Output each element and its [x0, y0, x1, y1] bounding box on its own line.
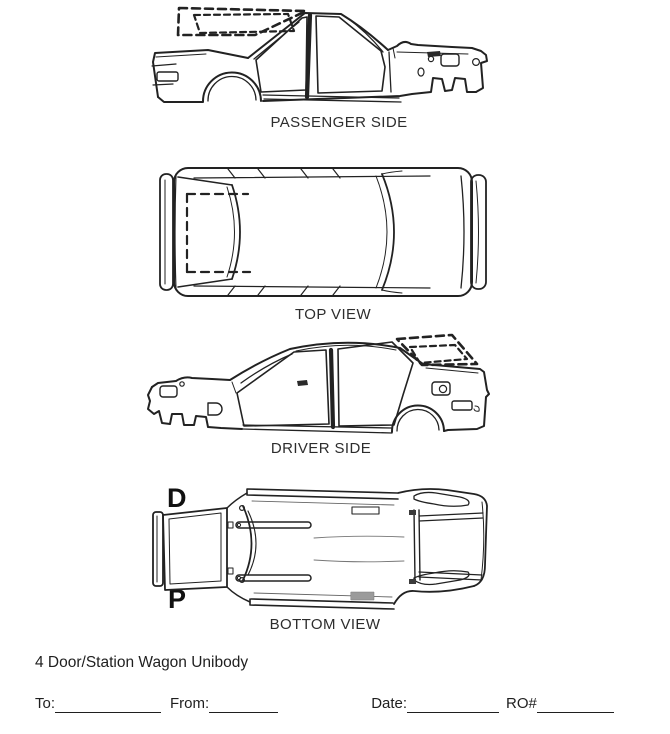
- roof-rail-ticks: [228, 169, 340, 295]
- to-blank-line: [55, 698, 161, 713]
- driver-side-label: DRIVER SIDE: [270, 440, 372, 457]
- passenger-side-marker: P: [168, 584, 187, 614]
- driver-side-marker: D: [167, 483, 187, 513]
- to-label: To:: [35, 695, 56, 712]
- door-openings: [237, 342, 413, 426]
- diagram-caption: 4 Door/Station Wagon Unibody: [35, 654, 249, 671]
- b-pillar: [331, 350, 333, 427]
- ro-number-label: RO#: [506, 695, 537, 712]
- door-openings: [256, 16, 385, 93]
- wagon-roof-dashed-outline: [397, 335, 477, 365]
- rear-bumper: [160, 174, 173, 290]
- bottom-view-label: BOTTOM VIEW: [269, 616, 381, 633]
- front-bumper: [471, 175, 486, 289]
- routing-form-row: [35, 694, 614, 713]
- radiator-support-frame: [163, 508, 227, 590]
- front-structure-details: [346, 17, 479, 92]
- front-structure-details: [160, 354, 308, 415]
- from-label: From:: [170, 695, 210, 712]
- rear-structure: [351, 489, 487, 604]
- passenger-side-diagram: [150, 2, 492, 110]
- passenger-side-label: PASSENGER SIDE: [270, 114, 408, 131]
- rear-quarter-details: [296, 345, 479, 431]
- top-view-diagram: [158, 162, 488, 302]
- from-blank-line: [209, 698, 278, 713]
- body-shell-outline: [153, 13, 487, 102]
- body-outline: [174, 168, 472, 296]
- top-view-label: TOP VIEW: [295, 306, 371, 323]
- date-label: Date:: [371, 695, 408, 712]
- ro-number-blank-line: [537, 698, 614, 713]
- driver-side-diagram: [146, 333, 490, 435]
- engine-cradle: [227, 493, 256, 602]
- bottom-view-diagram: [152, 480, 492, 614]
- hood-seam: [461, 176, 464, 288]
- front-bumper-beam: [153, 512, 163, 586]
- windshield: [376, 171, 402, 293]
- date-blank-line: [407, 698, 499, 713]
- floor-pan-lines: [252, 501, 404, 597]
- body-shell-outline: [148, 343, 489, 432]
